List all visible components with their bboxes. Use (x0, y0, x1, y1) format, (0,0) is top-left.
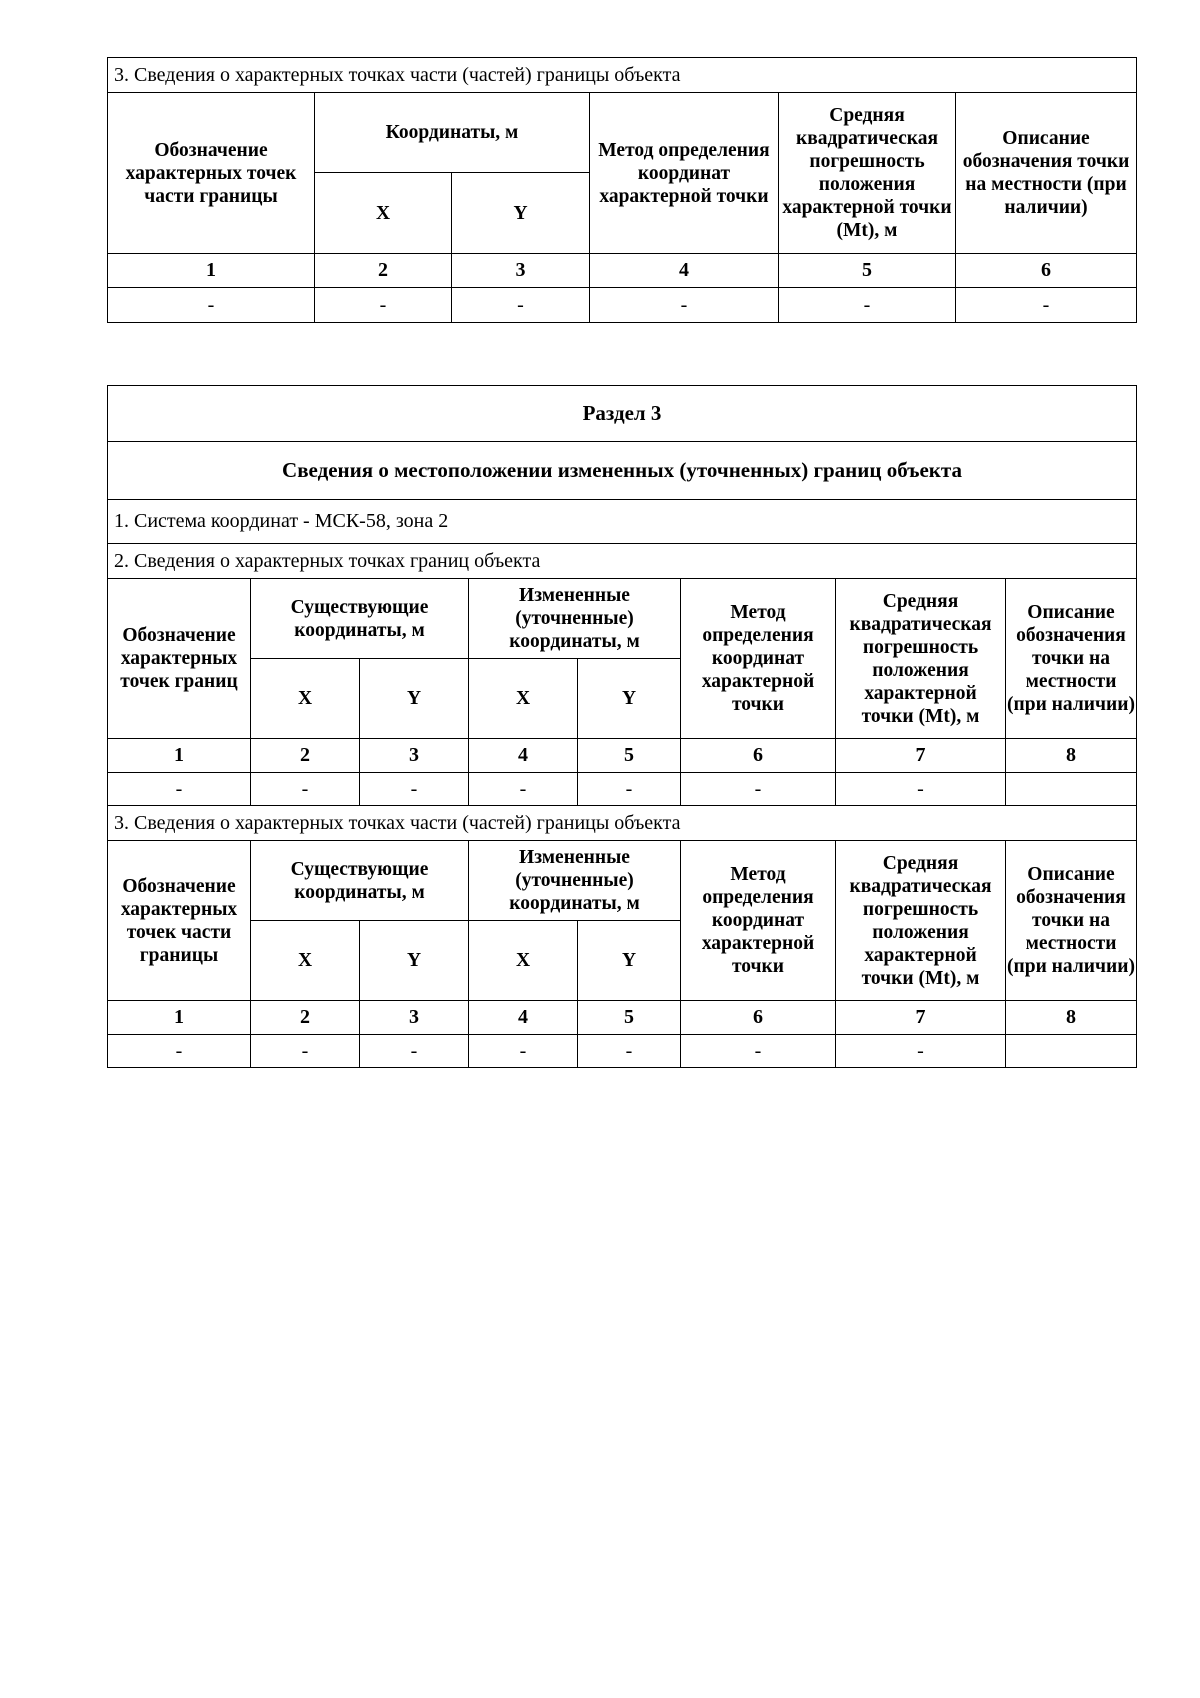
table-cell: - (779, 288, 956, 323)
header-x: X (469, 659, 578, 739)
header-description: Описание обозначения точки на местности (при наличии) (956, 93, 1137, 254)
header-method: Метод определения координат характерной точки (590, 93, 779, 254)
section-3-table (107, 385, 1137, 1068)
col-number: 8 (1006, 1001, 1137, 1035)
table-cell: - (360, 773, 469, 806)
col-number: 5 (578, 1001, 681, 1035)
header-y: Y (360, 659, 469, 739)
table-cell: - (956, 288, 1137, 323)
col-number: 2 (251, 739, 360, 773)
col-number: 7 (836, 1001, 1006, 1035)
col-number: 1 (108, 739, 251, 773)
table-caption: 3. Сведения о характерных точках части (частей) границы объекта (108, 58, 1137, 93)
table-cell: - (452, 288, 590, 323)
header-description: Описание обозначения точки на местности (при наличии) (1006, 841, 1137, 1001)
column-number-row (108, 1001, 1137, 1035)
table-cell: - (469, 1035, 578, 1068)
table-cell: - (590, 288, 779, 323)
coordinate-system: 1. Система координат - МСК-58, зона 2 (108, 500, 1137, 544)
header-y: Y (452, 173, 590, 254)
col-number: 4 (469, 739, 578, 773)
col-number: 8 (1006, 739, 1137, 773)
table-cell: - (681, 1035, 836, 1068)
header-changed-coordinates: Измененные (уточненные) координаты, м (469, 841, 681, 921)
header-designation: Обозначение характерных точек части границы (108, 93, 315, 254)
header-x: X (469, 921, 578, 1001)
col-number: 5 (779, 254, 956, 288)
header-y: Y (578, 921, 681, 1001)
part-boundary-points-table (107, 57, 1137, 323)
header-method: Метод определения координат характерной точки (681, 579, 836, 739)
header-y: Y (360, 921, 469, 1001)
col-number: 1 (108, 1001, 251, 1035)
col-number: 5 (578, 739, 681, 773)
header-y: Y (578, 659, 681, 739)
header-designation: Обозначение характерных точек части границы (108, 841, 251, 1001)
table-row (108, 1035, 1137, 1068)
header-error: Средняя квадратическая погрешность положения характерной точки (Mt), м (779, 93, 956, 254)
col-number: 1 (108, 254, 315, 288)
col-number: 2 (251, 1001, 360, 1035)
col-number: 6 (681, 739, 836, 773)
header-x: X (251, 659, 360, 739)
table-cell: - (836, 1035, 1006, 1068)
col-number: 3 (360, 739, 469, 773)
col-number: 4 (469, 1001, 578, 1035)
column-number-row (108, 254, 1137, 288)
table-cell: - (578, 773, 681, 806)
header-description: Описание обозначения точки на местности (при наличии) (1006, 579, 1137, 739)
part2-caption: 2. Сведения о характерных точках границ объекта (108, 544, 1137, 579)
section-subtitle: Сведения о местоположении измененных (уточненных) границ объекта (108, 442, 1137, 500)
table-row (108, 288, 1137, 323)
table-cell: - (360, 1035, 469, 1068)
header-method: Метод определения координат характерной точки (681, 841, 836, 1001)
table-cell: - (578, 1035, 681, 1068)
table-cell: - (108, 773, 251, 806)
header-existing-coordinates: Существующие координаты, м (251, 579, 469, 659)
header-existing-coordinates: Существующие координаты, м (251, 841, 469, 921)
table-cell: - (315, 288, 452, 323)
header-error: Средняя квадратическая погрешность положения характерной точки (Mt), м (836, 579, 1006, 739)
table-cell: - (836, 773, 1006, 806)
table-cell: - (469, 773, 578, 806)
part3-caption: 3. Сведения о характерных точках части (частей) границы объекта (108, 806, 1137, 841)
col-number: 6 (956, 254, 1137, 288)
col-number: 4 (590, 254, 779, 288)
table-cell: - (251, 773, 360, 806)
table-cell: - (108, 288, 315, 323)
col-number: 7 (836, 739, 1006, 773)
header-x: X (315, 173, 452, 254)
header-error: Средняя квадратическая погрешность положения характерной точки (Mt), м (836, 841, 1006, 1001)
table-cell: - (681, 773, 836, 806)
header-coordinates: Координаты, м (315, 93, 590, 173)
col-number: 2 (315, 254, 452, 288)
col-number: 3 (360, 1001, 469, 1035)
header-changed-coordinates: Измененные (уточненные) координаты, м (469, 579, 681, 659)
header-x: X (251, 921, 360, 1001)
col-number: 3 (452, 254, 590, 288)
table-cell (1006, 773, 1137, 806)
header-designation: Обозначение характерных точек границ (108, 579, 251, 739)
column-number-row (108, 739, 1137, 773)
table-cell: - (108, 1035, 251, 1068)
table-cell (1006, 1035, 1137, 1068)
table-row (108, 773, 1137, 806)
col-number: 6 (681, 1001, 836, 1035)
table-cell: - (251, 1035, 360, 1068)
section-title: Раздел 3 (108, 386, 1137, 442)
